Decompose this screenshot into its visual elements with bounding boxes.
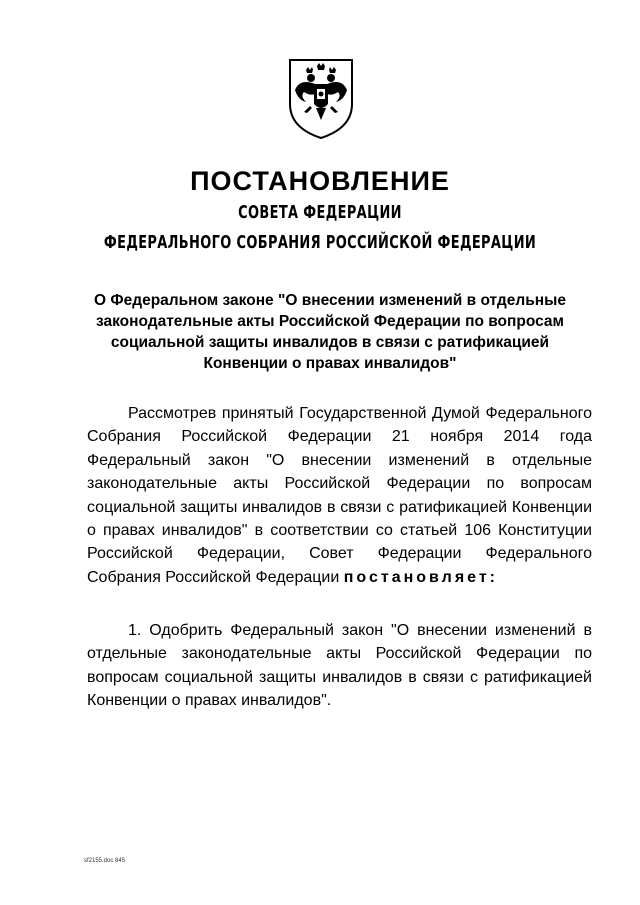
coat-of-arms-icon [286,56,356,140]
heading-line: социальной защиты инвалидов в связи с ратификацией [110,334,550,351]
resolution-heading [80,290,580,374]
issuer-line-2: ФЕДЕРАЛЬНОГО СОБРАНИЯ РОССИЙСКОЙ ФЕДЕРАЦИИ [103,232,537,253]
document-title: ПОСТАНОВЛЕНИЕ [190,166,450,196]
paragraph-line: 1. Одобрить Федеральный закон "О внесении изменений в [128,622,592,639]
paragraph-line: вопросам социальной защиты инвалидов в связи с ратификацией [87,668,592,686]
paragraph-line: Рассмотрев принятый Государственной Думой Федерального [128,405,592,422]
resolves-word: постановляет: [343,568,499,586]
paragraph-line: Федеральный закон "О внесении изменений в отдельные [87,451,592,469]
heading-line: О Федеральном законе "О внесении изменений в отдельные [94,292,566,309]
heading-line: законодательные акты Российской Федерации по вопросам [95,313,565,330]
paragraph-line-last [87,566,592,589]
paragraph-line: Собрания Российской Федерации 21 ноября 2014 года [87,428,592,446]
paragraph-line-text: Собрания Российской Федерации [87,568,340,586]
heading-line: Конвенции о правах инвалидов" [203,355,457,372]
paragraph-line: социальной защиты инвалидов в связи с ратификацией Конвенции [87,498,592,516]
file-code: sf2155.doc 845 [84,858,126,864]
clause-1-paragraph [87,619,592,713]
paragraph-line: законодательные акты Российской Федерации по вопросам [87,475,592,493]
issuer-line-1: СОВЕТА ФЕДЕРАЦИИ [238,202,402,223]
preamble-paragraph [87,402,592,589]
paragraph-line: Российской Федерации, Совет Федерации Федерального [87,545,592,563]
paragraph-line: о правах инвалидов" в соответствии со статьей 106 Конституции [87,522,592,540]
paragraph-line: отдельные законодательные акты Российской Федерации по [87,645,592,663]
paragraph-line: Конвенции о правах инвалидов". [87,692,332,710]
